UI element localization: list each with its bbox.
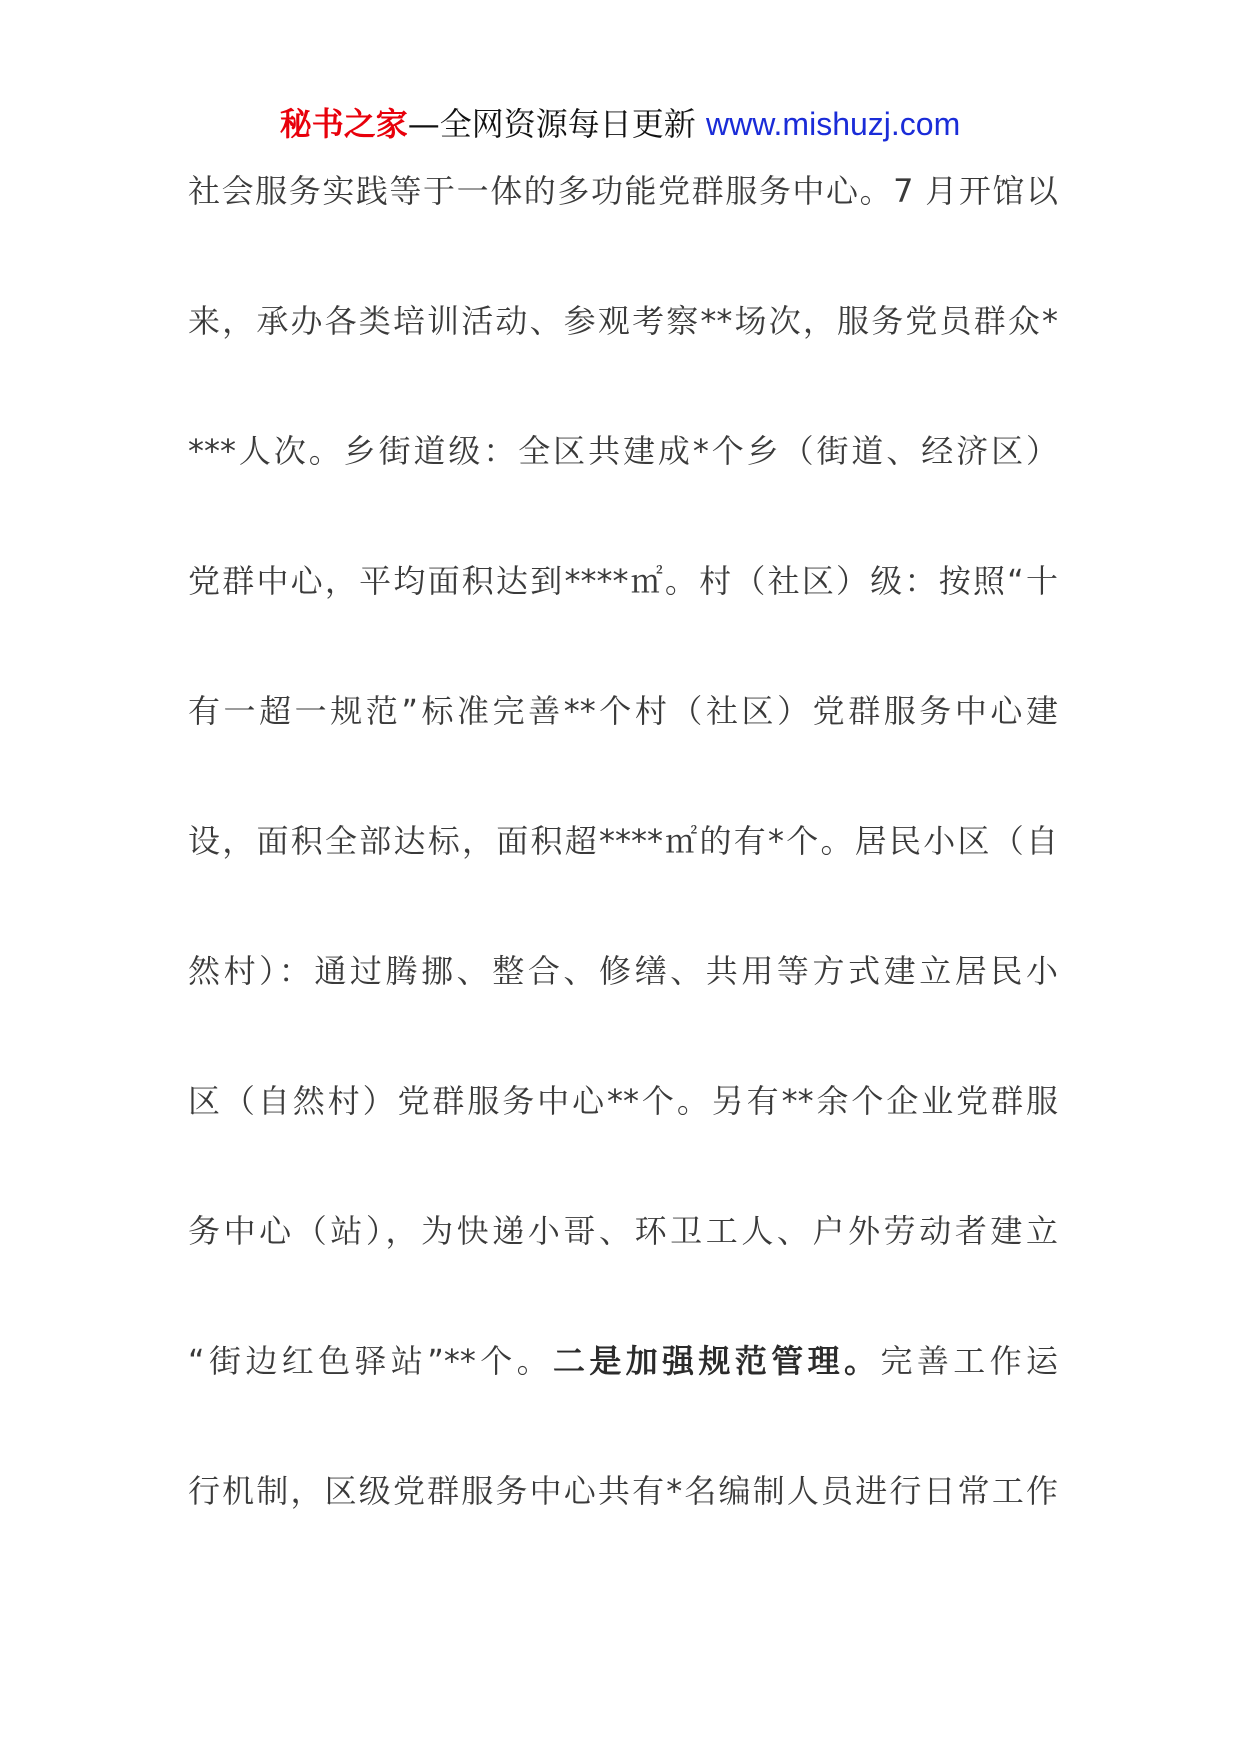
body-line-5: 有一超一规范”标准完善**个村（社区）党群服务中心建 <box>188 692 1058 730</box>
emphasis-heading: 二是加强规范管理。 <box>552 1342 881 1380</box>
document-body <box>188 158 1058 1588</box>
brand-name: 秘书之家 <box>279 105 408 143</box>
site-url-link[interactable]: www.mishuzj.com <box>705 106 961 142</box>
header-slogan: —全网资源每日更新 <box>407 105 696 143</box>
page-header <box>0 98 1240 150</box>
body-line-10-start: “街边红色驿站”**个。 <box>188 1342 553 1380</box>
body-line-7: 然村）：通过腾挪、整合、修缮、共用等方式建立居民小 <box>188 952 1058 990</box>
body-line-9: 务中心（站），为快递小哥、环卫工人、户外劳动者建立 <box>188 1212 1058 1250</box>
body-line-1: 社会服务实践等于一体的多功能党群服务中心。7 月开馆以 <box>188 172 1058 210</box>
body-line-11: 行机制，区级党群服务中心共有*名编制人员进行日常工作 <box>188 1472 1058 1510</box>
body-line-10 <box>188 1328 1058 1458</box>
body-line-8: 区（自然村）党群服务中心**个。另有**余个企业党群服 <box>188 1082 1058 1120</box>
body-line-6: 设，面积全部达标，面积超****㎡的有*个。居民小区（自 <box>188 822 1058 860</box>
body-line-3: ***人次。乡街道级：全区共建成*个乡（街道、经济区） <box>188 432 1058 470</box>
body-line-2: 来，承办各类培训活动、参观考察**场次，服务党员群众* <box>188 302 1058 340</box>
body-line-4: 党群中心，平均面积达到****㎡。村（社区）级：按照“十 <box>188 562 1058 600</box>
body-line-10-end: 完善工作运 <box>880 1342 1058 1380</box>
